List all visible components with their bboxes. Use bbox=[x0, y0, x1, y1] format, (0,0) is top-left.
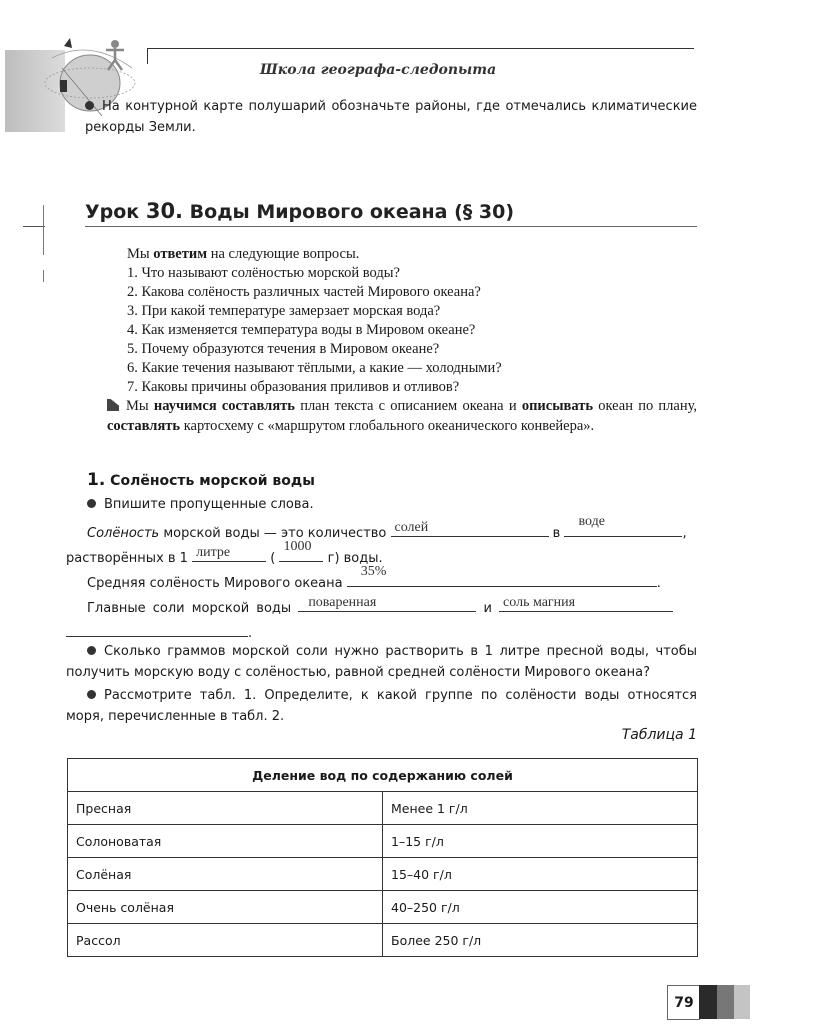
questions-intro-bold: ответим bbox=[153, 246, 208, 262]
question-item: 3. При какой температуре замерзает морская вода? bbox=[127, 303, 441, 319]
goal-bold: описывать bbox=[521, 398, 594, 414]
sentence-text: растворённых в 1 bbox=[66, 551, 188, 566]
fill-task bbox=[87, 497, 314, 512]
task-table-question bbox=[66, 685, 697, 727]
water-type-cell: Очень солёная bbox=[68, 891, 383, 924]
lesson-name: Воды Мирового океана (§ 30) bbox=[189, 201, 515, 223]
section-title bbox=[87, 470, 315, 490]
goal-text: картосхему с «маршрутом глобального океанического конвейера». bbox=[183, 418, 595, 434]
water-type-cell: Пресная bbox=[68, 792, 383, 825]
lesson-number: 30. bbox=[145, 199, 184, 223]
table-header-row bbox=[68, 759, 698, 792]
sentence-text: морской воды — это количество bbox=[163, 526, 387, 541]
goal-bold: научимся составлять bbox=[153, 398, 295, 414]
task-text: Сколько граммов морской соли нужно растворить в 1 литре пресной воды, чтобы получить морскую воду с солёностью, равной средней солёности Мирового океана? bbox=[66, 644, 697, 680]
questions-intro-prefix: Мы bbox=[127, 246, 150, 262]
page-tab-band bbox=[734, 985, 750, 1019]
bullet-icon bbox=[85, 101, 94, 110]
crop-mark bbox=[43, 205, 44, 255]
questions-block bbox=[127, 245, 697, 397]
handwritten-answer: литре bbox=[196, 545, 231, 560]
answer-field-average-salinity[interactable] bbox=[347, 564, 657, 587]
fill-sentence-1: Солёность морской воды — это количество солей в воде , bbox=[87, 514, 687, 541]
intro-task-text: На контурной карте полушарий обозначьте районы, где отмечались климатические рекорды Земли. bbox=[85, 99, 697, 135]
question-item: 7. Каковы причины образования приливов и отливов? bbox=[127, 379, 460, 395]
question-item: 4. Как изменяется температура воды в Мировом океане? bbox=[127, 322, 476, 338]
term-salinity: Солёность bbox=[87, 526, 160, 541]
sentence-text: ( bbox=[270, 551, 276, 566]
question-item: 1. Что называют солёностью морской воды? bbox=[127, 265, 400, 281]
answer-field-salt1[interactable] bbox=[298, 597, 476, 612]
handwritten-answer: солей bbox=[394, 520, 429, 535]
page-tab-band bbox=[699, 985, 717, 1019]
salt-content-cell: 40–250 г/л bbox=[383, 891, 698, 924]
bullet-icon bbox=[87, 499, 96, 508]
goal-text: план текста с описанием океана и bbox=[300, 398, 517, 414]
sentence-text: г) воды. bbox=[327, 551, 383, 566]
page-tab-band bbox=[717, 985, 734, 1019]
water-type-cell: Солоноватая bbox=[68, 825, 383, 858]
lesson-title bbox=[85, 199, 514, 223]
salt-content-cell: 15–40 г/л bbox=[383, 858, 698, 891]
section-number: 1. bbox=[87, 470, 106, 490]
crop-mark bbox=[43, 270, 44, 282]
handwritten-answer: 35% bbox=[360, 564, 387, 579]
header-title: Школа географа-следопыта bbox=[260, 62, 497, 78]
task-grams-question bbox=[66, 641, 697, 683]
bullet-icon bbox=[87, 690, 96, 699]
answer-field-salt2[interactable] bbox=[499, 597, 673, 612]
table-row bbox=[68, 792, 698, 825]
sentence-text: и bbox=[483, 601, 492, 616]
salt-content-cell: Более 250 г/л bbox=[383, 924, 698, 957]
water-type-cell: Солёная bbox=[68, 858, 383, 891]
handwritten-answer: поваренная bbox=[308, 595, 377, 610]
intro-task bbox=[85, 96, 697, 138]
goal-text: океан по плану, bbox=[598, 398, 698, 414]
table-row bbox=[68, 825, 698, 858]
question-item: 2. Какова солёность различных частей Мирового океана? bbox=[127, 284, 481, 300]
table-row bbox=[68, 924, 698, 957]
handwritten-answer: соль магния bbox=[503, 595, 576, 610]
goal-bold: составлять bbox=[107, 418, 181, 434]
table-header: Деление вод по содержанию солей bbox=[68, 759, 698, 792]
salt-content-cell: Менее 1 г/л bbox=[383, 792, 698, 825]
salt-content-cell: 1–15 г/л bbox=[383, 825, 698, 858]
answer-field-salts[interactable] bbox=[391, 522, 549, 537]
answer-field-water[interactable] bbox=[564, 514, 682, 537]
question-item: 5. Почему образуются течения в Мировом океане? bbox=[127, 341, 440, 357]
questions-intro bbox=[127, 245, 697, 264]
fill-sentence-2 bbox=[66, 539, 383, 566]
table-row bbox=[68, 858, 698, 891]
goal-text: Мы bbox=[126, 398, 149, 414]
table-row bbox=[68, 891, 698, 924]
table-caption: Таблица 1 bbox=[621, 727, 697, 743]
learning-goal bbox=[107, 396, 697, 436]
page-number: 79 bbox=[667, 985, 700, 1020]
answer-field-litre[interactable] bbox=[192, 547, 266, 562]
handwritten-answer: 1000 bbox=[283, 539, 312, 554]
questions-intro-suffix: на следующие вопросы. bbox=[210, 246, 360, 262]
crop-mark bbox=[23, 226, 45, 227]
answer-field-grams[interactable] bbox=[279, 539, 323, 562]
bullet-icon bbox=[87, 646, 96, 655]
lesson-label: Урок bbox=[85, 201, 140, 223]
water-type-cell: Рассол bbox=[68, 924, 383, 957]
goal-marker-icon bbox=[107, 399, 119, 411]
fill-sentence-3: Средняя солёность Мирового океана 35% . bbox=[87, 564, 661, 591]
task-text: Рассмотрите табл. 1. Определите, к какой группе по солёности воды относятся моря, перечисленные в табл. 2. bbox=[66, 688, 697, 724]
sentence-text: в bbox=[552, 526, 561, 541]
section-name: Солёность морской воды bbox=[110, 473, 315, 489]
fill-sentence-4-continued: . bbox=[66, 622, 252, 641]
sentence-text: Главные соли морской воды bbox=[87, 601, 292, 616]
lesson-rule bbox=[85, 226, 697, 227]
header-tick bbox=[147, 48, 148, 64]
fill-task-text: Впишите пропущенные слова. bbox=[104, 497, 314, 512]
salinity-table bbox=[67, 758, 698, 957]
handwritten-answer: воде bbox=[578, 514, 605, 529]
questions-list bbox=[127, 264, 697, 397]
sentence-text: Средняя солёность Мирового океана bbox=[87, 576, 343, 591]
question-item: 6. Какие течения называют тёплыми, а какие — холодными? bbox=[127, 360, 502, 376]
header-rule bbox=[147, 48, 694, 49]
answer-field-continuation[interactable] bbox=[66, 622, 248, 637]
fill-sentence-4 bbox=[87, 597, 673, 616]
